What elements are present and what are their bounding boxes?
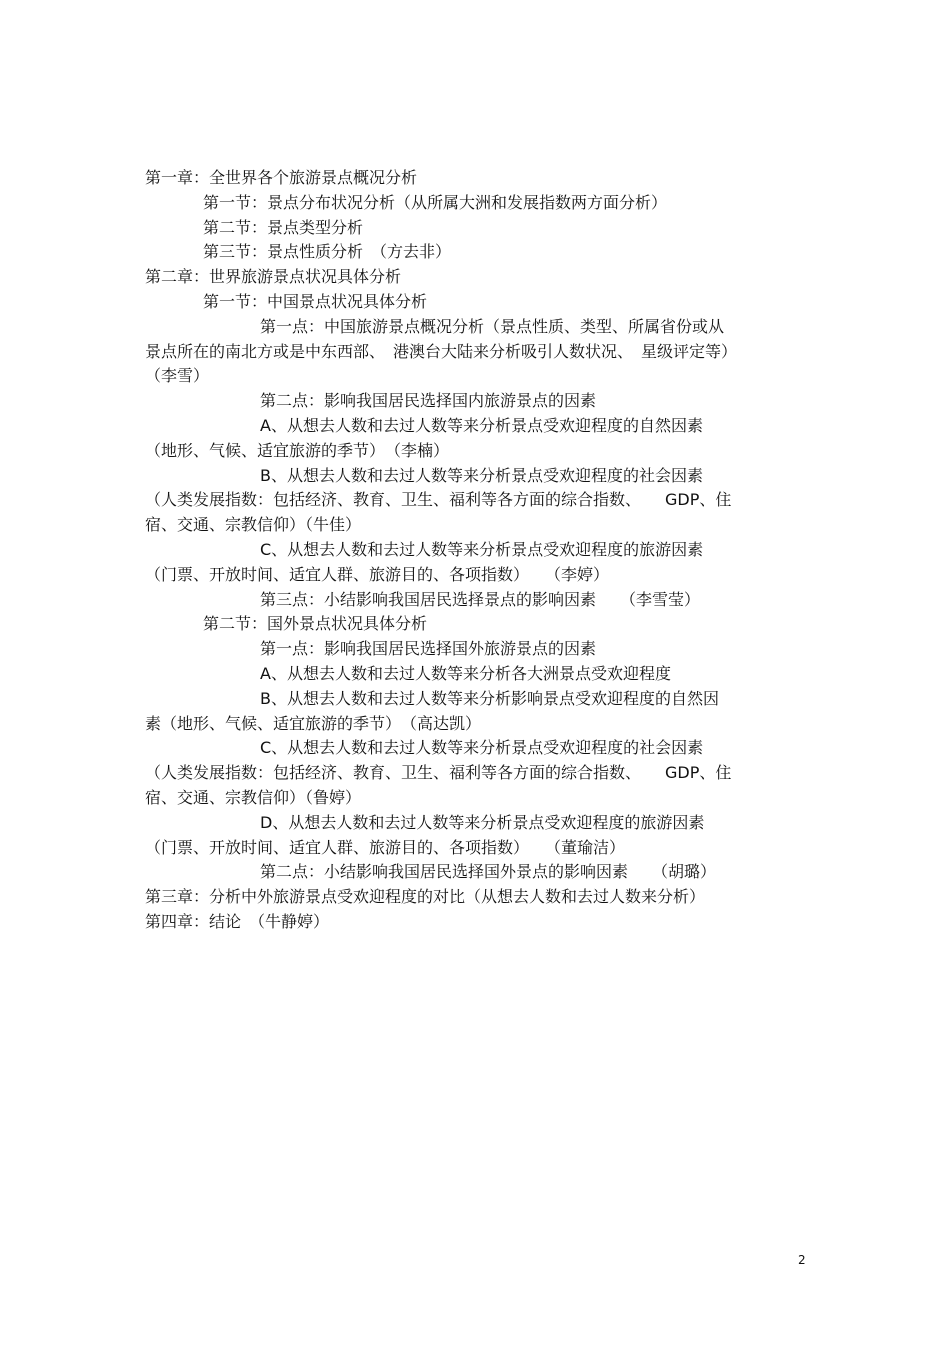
domestic-item-a-line-1: A、从想去人数和去过人数等来分析景点受欢迎程度的自然因素: [260, 415, 703, 435]
foreign-point-1: 第一点：影响我国居民选择国外旅游景点的因素: [260, 639, 597, 659]
foreign-item-c-line-3: 宿、交通、宗教信仰）（鲁婷）: [145, 787, 362, 807]
chapter-1-section-2: 第二节：景点类型分析: [203, 217, 364, 237]
foreign-item-a: A、从想去人数和去过人数等来分析各大洲景点受欢迎程度: [260, 663, 671, 683]
domestic-item-a-line-2: （地形、气候、适宜旅游的季节） （李楠）: [145, 440, 450, 460]
foreign-item-b-line-1: B、从想去人数和去过人数等来分析影响景点受欢迎程度的自然因: [260, 688, 719, 708]
chapter-2-heading: 第二章：世界旅游景点状况具体分析: [145, 267, 402, 287]
domestic-point-1-line-1: 第一点：中国旅游景点概况分析（景点性质、类型、所属省份或从: [260, 316, 725, 336]
foreign-item-d-line-1: D、从想去人数和去过人数等来分析景点受欢迎程度的旅游因素: [260, 812, 705, 832]
foreign-item-c-line-2: （人类发展指数：包括经济、教育、卫生、福利等各方面的综合指数、 GDP、住: [145, 763, 732, 783]
domestic-item-b-line-2: （人类发展指数：包括经济、教育、卫生、福利等各方面的综合指数、 GDP、住: [145, 490, 732, 510]
domestic-point-2: 第二点：影响我国居民选择国内旅游景点的因素: [260, 391, 597, 411]
chapter-4-heading: 第四章：结论 （牛静婷）: [145, 911, 330, 931]
page-number: 2: [798, 1253, 806, 1267]
foreign-item-b-line-2: 素（地形、气候、适宜旅游的季节） （高达凯）: [145, 713, 482, 733]
chapter-1-section-3: 第三节：景点性质分析 （方去非）: [203, 242, 452, 262]
domestic-item-c-line-1: C、从想去人数和去过人数等来分析景点受欢迎程度的旅游因素: [260, 539, 704, 559]
chapter-3-heading: 第三章：分析中外旅游景点受欢迎程度的对比（从想去人数和去过人数来分析）: [145, 887, 706, 907]
chapter-2-section-2: 第二节：国外景点状况具体分析: [203, 614, 428, 634]
foreign-item-c-line-1: C、从想去人数和去过人数等来分析景点受欢迎程度的社会因素: [260, 738, 704, 758]
table-of-contents: [145, 166, 815, 935]
foreign-point-2: 第二点：小结影响我国居民选择国外景点的影响因素 （胡璐）: [260, 862, 717, 882]
domestic-point-1-line-2: 景点所在的南北方或是中东西部、 港澳台大陆来分析吸引人数状况、 星级评定等）: [145, 341, 738, 361]
domestic-item-c-line-2: （门票、开放时间、适宜人群、旅游目的、各项指数） （李婷）: [145, 564, 610, 584]
domestic-point-1-line-3: （李雪）: [145, 366, 210, 386]
domestic-item-b-line-3: 宿、交通、宗教信仰）（牛佳）: [145, 515, 362, 535]
chapter-2-section-1: 第一节：中国景点状况具体分析: [203, 291, 428, 311]
domestic-item-b-line-1: B、从想去人数和去过人数等来分析景点受欢迎程度的社会因素: [260, 465, 703, 485]
chapter-1-heading: 第一章：全世界各个旅游景点概况分析: [145, 168, 418, 187]
domestic-point-3: 第三点：小结影响我国居民选择景点的影响因素 （李雪莹）: [260, 589, 701, 609]
chapter-1-section-1: 第一节：景点分布状况分析（从所属大洲和发展指数两方面分析）: [203, 192, 668, 212]
foreign-item-d-line-2: （门票、开放时间、适宜人群、旅游目的、各项指数） （董瑜洁）: [145, 837, 626, 857]
